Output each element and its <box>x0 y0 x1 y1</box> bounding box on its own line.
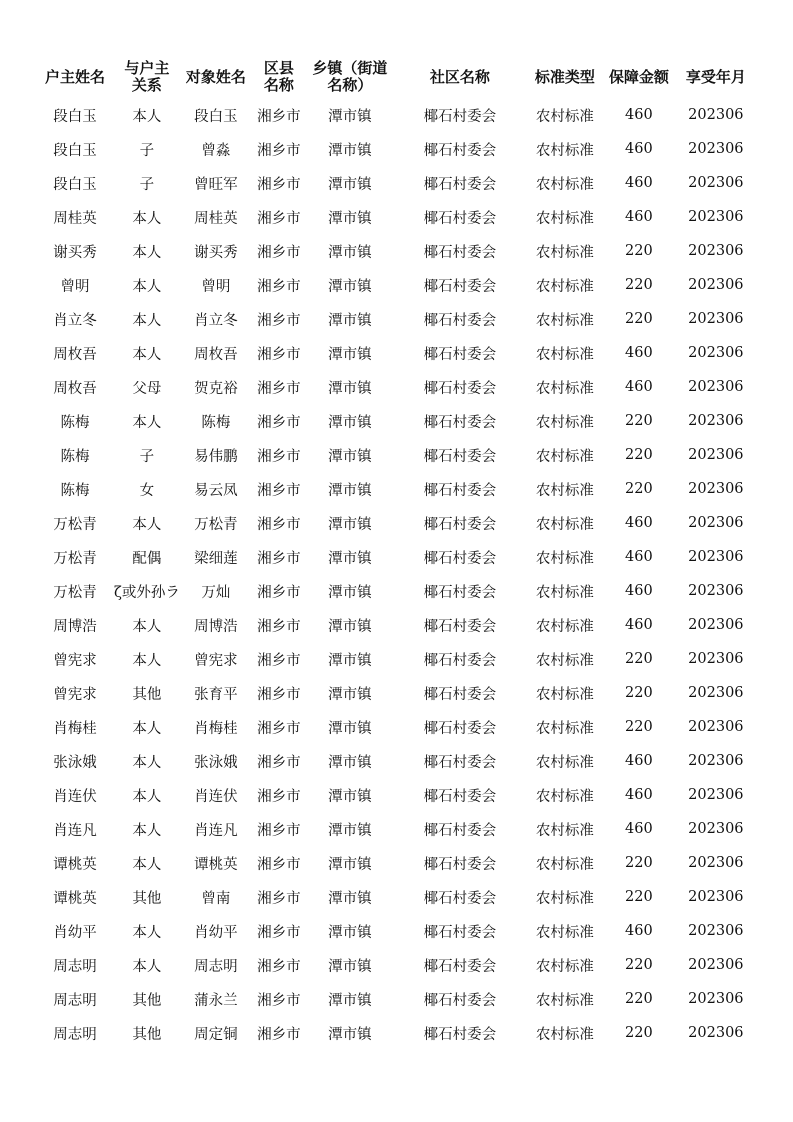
cell-standard-type: 农村标准 <box>535 176 594 193</box>
cell-recipient-name: 蒲永兰 <box>194 992 238 1009</box>
cell-relation-to-head: 父母 <box>132 380 162 397</box>
cell-standard-type: 农村标准 <box>535 958 594 975</box>
cell-household-head-name: 万松青 <box>53 516 97 533</box>
cell-standard-type: 农村标准 <box>535 992 594 1009</box>
cell-township-name: 潭市镇 <box>328 414 372 431</box>
table-row <box>36 574 758 608</box>
cell-standard-type: 农村标准 <box>535 584 594 601</box>
cell-standard-type: 农村标准 <box>535 448 594 465</box>
cell-recipient-name: 肖梅桂 <box>194 720 238 737</box>
cell-community-name: 椰石村委会 <box>423 652 497 669</box>
cell-township-name: 潭市镇 <box>328 924 372 941</box>
cell-benefit-month: 202306 <box>688 515 744 531</box>
cell-relation-to-head: 本人 <box>132 924 162 941</box>
cell-benefit-amount: 460 <box>625 821 653 837</box>
cell-county-name: 湘乡市 <box>257 346 301 363</box>
cell-relation-to-head: 本人 <box>132 210 162 227</box>
cell-household-head-name: 肖连凡 <box>53 822 97 839</box>
cell-household-head-name: 万松青 <box>53 584 97 601</box>
cell-household-head-name: 谭桃英 <box>53 890 97 907</box>
table-row <box>36 540 758 574</box>
cell-recipient-name: 易伟鹏 <box>194 448 238 465</box>
cell-benefit-month: 202306 <box>688 855 744 871</box>
cell-benefit-amount: 220 <box>625 481 653 497</box>
cell-relation-to-head: 本人 <box>132 414 162 431</box>
cell-county-name: 湘乡市 <box>257 244 301 261</box>
cell-county-name: 湘乡市 <box>257 108 301 125</box>
cell-standard-type: 农村标准 <box>535 312 594 329</box>
cell-community-name: 椰石村委会 <box>423 312 497 329</box>
cell-community-name: 椰石村委会 <box>423 754 497 771</box>
cell-household-head-name: 段白玉 <box>53 176 97 193</box>
cell-township-name: 潭市镇 <box>328 210 372 227</box>
cell-county-name: 湘乡市 <box>257 686 301 703</box>
table-row <box>36 336 758 370</box>
cell-recipient-name: 曾旺军 <box>194 176 238 193</box>
cell-county-name: 湘乡市 <box>257 278 301 295</box>
cell-standard-type: 农村标准 <box>535 244 594 261</box>
cell-community-name: 椰石村委会 <box>423 482 497 499</box>
cell-relation-to-head: 其他 <box>132 1026 162 1043</box>
table-row <box>36 642 758 676</box>
cell-benefit-month: 202306 <box>688 345 744 361</box>
cell-benefit-month: 202306 <box>688 311 744 327</box>
cell-household-head-name: 曾宪求 <box>53 686 97 703</box>
table-row <box>36 268 758 302</box>
table-row <box>36 778 758 812</box>
cell-community-name: 椰石村委会 <box>423 890 497 907</box>
cell-relation-to-head: 本人 <box>132 516 162 533</box>
cell-county-name: 湘乡市 <box>257 652 301 669</box>
cell-community-name: 椰石村委会 <box>423 448 497 465</box>
cell-township-name: 潭市镇 <box>328 312 372 329</box>
cell-relation-to-head: 子 <box>139 176 155 193</box>
cell-county-name: 湘乡市 <box>257 448 301 465</box>
cell-recipient-name: 曾南 <box>201 890 231 907</box>
cell-recipient-name: 曾淼 <box>201 142 231 159</box>
cell-community-name: 椰石村委会 <box>423 176 497 193</box>
cell-county-name: 湘乡市 <box>257 788 301 805</box>
cell-standard-type: 农村标准 <box>535 924 594 941</box>
cell-relation-to-head: 本人 <box>132 754 162 771</box>
cell-standard-type: 农村标准 <box>535 890 594 907</box>
cell-standard-type: 农村标准 <box>535 414 594 431</box>
cell-relation-to-head: 本人 <box>132 856 162 873</box>
cell-benefit-month: 202306 <box>688 617 744 633</box>
cell-benefit-month: 202306 <box>688 413 744 429</box>
cell-recipient-name: 周博浩 <box>194 618 238 635</box>
cell-benefit-month: 202306 <box>688 957 744 973</box>
cell-community-name: 椰石村委会 <box>423 142 497 159</box>
cell-relation-to-head: 本人 <box>132 720 162 737</box>
cell-standard-type: 农村标准 <box>535 822 594 839</box>
cell-township-name: 潭市镇 <box>328 754 372 771</box>
cell-relation-to-head: 本人 <box>132 788 162 805</box>
cell-benefit-amount: 220 <box>625 1025 653 1041</box>
cell-benefit-month: 202306 <box>688 141 744 157</box>
cell-standard-type: 农村标准 <box>535 788 594 805</box>
cell-township-name: 潭市镇 <box>328 652 372 669</box>
cell-standard-type: 农村标准 <box>535 380 594 397</box>
cell-benefit-month: 202306 <box>688 821 744 837</box>
cell-benefit-amount: 460 <box>625 345 653 361</box>
cell-benefit-amount: 220 <box>625 447 653 463</box>
cell-household-head-name: 肖幼平 <box>53 924 97 941</box>
cell-benefit-amount: 220 <box>625 243 653 259</box>
cell-county-name: 湘乡市 <box>257 720 301 737</box>
table-row <box>36 982 758 1016</box>
cell-benefit-month: 202306 <box>688 277 744 293</box>
cell-community-name: 椰石村委会 <box>423 958 497 975</box>
cell-recipient-name: 周枚吾 <box>194 346 238 363</box>
cell-community-name: 椰石村委会 <box>423 686 497 703</box>
cell-household-head-name: 肖立冬 <box>53 312 97 329</box>
cell-benefit-amount: 460 <box>625 379 653 395</box>
header-relation-to-head: 与户主 关系 <box>124 59 170 94</box>
cell-recipient-name: 万灿 <box>201 584 231 601</box>
cell-benefit-month: 202306 <box>688 889 744 905</box>
cell-community-name: 椰石村委会 <box>423 244 497 261</box>
cell-county-name: 湘乡市 <box>257 584 301 601</box>
cell-community-name: 椰石村委会 <box>423 1026 497 1043</box>
cell-benefit-amount: 460 <box>625 617 653 633</box>
cell-relation-to-head: 本人 <box>132 278 162 295</box>
cell-standard-type: 农村标准 <box>535 652 594 669</box>
cell-community-name: 椰石村委会 <box>423 856 497 873</box>
cell-household-head-name: 万松青 <box>53 550 97 567</box>
table-body <box>36 98 758 1050</box>
cell-household-head-name: 陈梅 <box>60 448 90 465</box>
cell-relation-to-head: ζ或外孙ラ <box>114 584 180 601</box>
cell-community-name: 椰石村委会 <box>423 550 497 567</box>
cell-relation-to-head: 子 <box>139 142 155 159</box>
cell-benefit-amount: 460 <box>625 175 653 191</box>
table-row <box>36 472 758 506</box>
cell-recipient-name: 梁细莲 <box>194 550 238 567</box>
table-row <box>36 302 758 336</box>
cell-benefit-month: 202306 <box>688 685 744 701</box>
cell-community-name: 椰石村委会 <box>423 924 497 941</box>
cell-township-name: 潭市镇 <box>328 244 372 261</box>
cell-benefit-amount: 460 <box>625 923 653 939</box>
table-row <box>36 948 758 982</box>
cell-county-name: 湘乡市 <box>257 754 301 771</box>
cell-standard-type: 农村标准 <box>535 482 594 499</box>
cell-recipient-name: 谢买秀 <box>194 244 238 261</box>
cell-recipient-name: 周定铜 <box>194 1026 238 1043</box>
cell-household-head-name: 周桂英 <box>53 210 97 227</box>
cell-township-name: 潭市镇 <box>328 550 372 567</box>
cell-benefit-month: 202306 <box>688 1025 744 1041</box>
cell-community-name: 椰石村委会 <box>423 210 497 227</box>
cell-relation-to-head: 子 <box>139 448 155 465</box>
cell-county-name: 湘乡市 <box>257 550 301 567</box>
cell-recipient-name: 张育平 <box>194 686 238 703</box>
cell-relation-to-head: 本人 <box>132 652 162 669</box>
cell-benefit-amount: 460 <box>625 549 653 565</box>
cell-community-name: 椰石村委会 <box>423 618 497 635</box>
cell-household-head-name: 曾明 <box>60 278 90 295</box>
cell-household-head-name: 段白玉 <box>53 142 97 159</box>
cell-township-name: 潭市镇 <box>328 618 372 635</box>
cell-county-name: 湘乡市 <box>257 312 301 329</box>
cell-household-head-name: 周枚吾 <box>53 346 97 363</box>
cell-standard-type: 农村标准 <box>535 720 594 737</box>
cell-relation-to-head: 配偶 <box>132 550 162 567</box>
cell-relation-to-head: 本人 <box>132 618 162 635</box>
assistance-table <box>36 56 758 1050</box>
cell-benefit-month: 202306 <box>688 481 744 497</box>
cell-benefit-amount: 220 <box>625 685 653 701</box>
cell-county-name: 湘乡市 <box>257 822 301 839</box>
cell-township-name: 潭市镇 <box>328 108 372 125</box>
cell-benefit-month: 202306 <box>688 379 744 395</box>
cell-township-name: 潭市镇 <box>328 958 372 975</box>
cell-standard-type: 农村标准 <box>535 108 594 125</box>
cell-recipient-name: 贺克裕 <box>194 380 238 397</box>
cell-township-name: 潭市镇 <box>328 278 372 295</box>
cell-community-name: 椰石村委会 <box>423 992 497 1009</box>
header-county-name: 区县 名称 <box>263 59 294 94</box>
cell-township-name: 潭市镇 <box>328 686 372 703</box>
cell-benefit-amount: 460 <box>625 209 653 225</box>
cell-recipient-name: 肖连伏 <box>194 788 238 805</box>
cell-benefit-amount: 220 <box>625 311 653 327</box>
cell-benefit-amount: 220 <box>625 855 653 871</box>
header-household-head-name: 户主姓名 <box>44 67 105 86</box>
cell-community-name: 椰石村委会 <box>423 108 497 125</box>
cell-county-name: 湘乡市 <box>257 380 301 397</box>
header-recipient-name: 对象姓名 <box>185 67 246 86</box>
cell-household-head-name: 肖梅桂 <box>53 720 97 737</box>
header-township-name: 乡镇（街道 名称） <box>312 59 388 94</box>
cell-county-name: 湘乡市 <box>257 1026 301 1043</box>
cell-benefit-month: 202306 <box>688 243 744 259</box>
table-row <box>36 404 758 438</box>
cell-county-name: 湘乡市 <box>257 516 301 533</box>
cell-benefit-month: 202306 <box>688 447 744 463</box>
table-row <box>36 914 758 948</box>
cell-standard-type: 农村标准 <box>535 278 594 295</box>
cell-benefit-month: 202306 <box>688 991 744 1007</box>
cell-household-head-name: 周志明 <box>53 992 97 1009</box>
cell-township-name: 潭市镇 <box>328 176 372 193</box>
cell-benefit-month: 202306 <box>688 651 744 667</box>
cell-county-name: 湘乡市 <box>257 482 301 499</box>
cell-relation-to-head: 本人 <box>132 958 162 975</box>
cell-township-name: 潭市镇 <box>328 992 372 1009</box>
cell-standard-type: 农村标准 <box>535 1026 594 1043</box>
table-row <box>36 166 758 200</box>
cell-community-name: 椰石村委会 <box>423 278 497 295</box>
cell-county-name: 湘乡市 <box>257 176 301 193</box>
table-row <box>36 1016 758 1050</box>
cell-benefit-month: 202306 <box>688 549 744 565</box>
cell-relation-to-head: 女 <box>139 482 155 499</box>
cell-benefit-amount: 460 <box>625 583 653 599</box>
cell-township-name: 潭市镇 <box>328 1026 372 1043</box>
cell-household-head-name: 周志明 <box>53 1026 97 1043</box>
cell-household-head-name: 周枚吾 <box>53 380 97 397</box>
cell-township-name: 潭市镇 <box>328 890 372 907</box>
cell-benefit-amount: 460 <box>625 107 653 123</box>
cell-standard-type: 农村标准 <box>535 618 594 635</box>
cell-township-name: 潭市镇 <box>328 448 372 465</box>
header-benefit-month: 享受年月 <box>685 67 746 86</box>
cell-recipient-name: 肖立冬 <box>194 312 238 329</box>
cell-recipient-name: 万松青 <box>194 516 238 533</box>
cell-benefit-amount: 460 <box>625 141 653 157</box>
cell-benefit-amount: 220 <box>625 889 653 905</box>
cell-county-name: 湘乡市 <box>257 856 301 873</box>
cell-standard-type: 农村标准 <box>535 210 594 227</box>
cell-recipient-name: 曾明 <box>201 278 231 295</box>
table-row <box>36 234 758 268</box>
cell-benefit-month: 202306 <box>688 175 744 191</box>
cell-standard-type: 农村标准 <box>535 550 594 567</box>
cell-household-head-name: 张泳娥 <box>53 754 97 771</box>
cell-recipient-name: 周志明 <box>194 958 238 975</box>
cell-relation-to-head: 本人 <box>132 312 162 329</box>
cell-community-name: 椰石村委会 <box>423 788 497 805</box>
table-row <box>36 812 758 846</box>
cell-township-name: 潭市镇 <box>328 482 372 499</box>
cell-household-head-name: 陈梅 <box>60 414 90 431</box>
cell-benefit-amount: 460 <box>625 515 653 531</box>
cell-benefit-month: 202306 <box>688 787 744 803</box>
cell-benefit-month: 202306 <box>688 107 744 123</box>
header-row <box>36 56 758 98</box>
cell-relation-to-head: 本人 <box>132 346 162 363</box>
cell-benefit-month: 202306 <box>688 923 744 939</box>
cell-relation-to-head: 其他 <box>132 890 162 907</box>
cell-relation-to-head: 其他 <box>132 992 162 1009</box>
cell-township-name: 潭市镇 <box>328 516 372 533</box>
cell-township-name: 潭市镇 <box>328 788 372 805</box>
cell-relation-to-head: 本人 <box>132 822 162 839</box>
cell-community-name: 椰石村委会 <box>423 584 497 601</box>
table-row <box>36 98 758 132</box>
cell-community-name: 椰石村委会 <box>423 516 497 533</box>
cell-benefit-amount: 460 <box>625 753 653 769</box>
cell-relation-to-head: 本人 <box>132 108 162 125</box>
cell-county-name: 湘乡市 <box>257 958 301 975</box>
table-row <box>36 438 758 472</box>
cell-township-name: 潭市镇 <box>328 142 372 159</box>
cell-recipient-name: 陈梅 <box>201 414 231 431</box>
cell-benefit-amount: 220 <box>625 991 653 1007</box>
cell-household-head-name: 谢买秀 <box>53 244 97 261</box>
table-row <box>36 132 758 166</box>
cell-recipient-name: 肖幼平 <box>194 924 238 941</box>
cell-relation-to-head: 其他 <box>132 686 162 703</box>
cell-county-name: 湘乡市 <box>257 618 301 635</box>
cell-benefit-amount: 220 <box>625 651 653 667</box>
cell-recipient-name: 段白玉 <box>194 108 238 125</box>
cell-benefit-month: 202306 <box>688 583 744 599</box>
cell-recipient-name: 曾宪求 <box>194 652 238 669</box>
table-row <box>36 676 758 710</box>
cell-benefit-amount: 220 <box>625 719 653 735</box>
cell-recipient-name: 肖连凡 <box>194 822 238 839</box>
cell-household-head-name: 周志明 <box>53 958 97 975</box>
cell-community-name: 椰石村委会 <box>423 380 497 397</box>
cell-benefit-amount: 220 <box>625 957 653 973</box>
table-row <box>36 608 758 642</box>
cell-township-name: 潭市镇 <box>328 822 372 839</box>
cell-county-name: 湘乡市 <box>257 414 301 431</box>
cell-recipient-name: 谭桃英 <box>194 856 238 873</box>
cell-township-name: 潭市镇 <box>328 380 372 397</box>
table-row <box>36 370 758 404</box>
cell-county-name: 湘乡市 <box>257 890 301 907</box>
cell-community-name: 椰石村委会 <box>423 822 497 839</box>
cell-recipient-name: 张泳娥 <box>194 754 238 771</box>
table-row <box>36 846 758 880</box>
cell-community-name: 椰石村委会 <box>423 346 497 363</box>
cell-township-name: 潭市镇 <box>328 584 372 601</box>
cell-recipient-name: 周桂英 <box>194 210 238 227</box>
cell-benefit-month: 202306 <box>688 753 744 769</box>
cell-standard-type: 农村标准 <box>535 856 594 873</box>
table-row <box>36 710 758 744</box>
cell-benefit-amount: 220 <box>625 413 653 429</box>
cell-township-name: 潭市镇 <box>328 856 372 873</box>
cell-benefit-month: 202306 <box>688 719 744 735</box>
cell-community-name: 椰石村委会 <box>423 414 497 431</box>
cell-county-name: 湘乡市 <box>257 210 301 227</box>
cell-community-name: 椰石村委会 <box>423 720 497 737</box>
cell-benefit-amount: 460 <box>625 787 653 803</box>
cell-recipient-name: 易云凤 <box>194 482 238 499</box>
header-standard-type: 标准类型 <box>534 67 595 86</box>
cell-household-head-name: 肖连伏 <box>53 788 97 805</box>
table-header <box>36 56 758 98</box>
cell-county-name: 湘乡市 <box>257 924 301 941</box>
cell-standard-type: 农村标准 <box>535 754 594 771</box>
cell-household-head-name: 段白玉 <box>53 108 97 125</box>
table-row <box>36 200 758 234</box>
cell-township-name: 潭市镇 <box>328 346 372 363</box>
cell-relation-to-head: 本人 <box>132 244 162 261</box>
cell-household-head-name: 曾宪求 <box>53 652 97 669</box>
cell-standard-type: 农村标准 <box>535 346 594 363</box>
header-community-name: 社区名称 <box>429 67 490 86</box>
cell-benefit-month: 202306 <box>688 209 744 225</box>
cell-standard-type: 农村标准 <box>535 686 594 703</box>
cell-household-head-name: 陈梅 <box>60 482 90 499</box>
cell-standard-type: 农村标准 <box>535 516 594 533</box>
cell-household-head-name: 周博浩 <box>53 618 97 635</box>
table-row <box>36 744 758 778</box>
cell-township-name: 潭市镇 <box>328 720 372 737</box>
header-benefit-amount: 保障金额 <box>608 67 669 86</box>
cell-household-head-name: 谭桃英 <box>53 856 97 873</box>
cell-county-name: 湘乡市 <box>257 992 301 1009</box>
table-row <box>36 506 758 540</box>
cell-benefit-amount: 220 <box>625 277 653 293</box>
table-row <box>36 880 758 914</box>
cell-county-name: 湘乡市 <box>257 142 301 159</box>
cell-standard-type: 农村标准 <box>535 142 594 159</box>
